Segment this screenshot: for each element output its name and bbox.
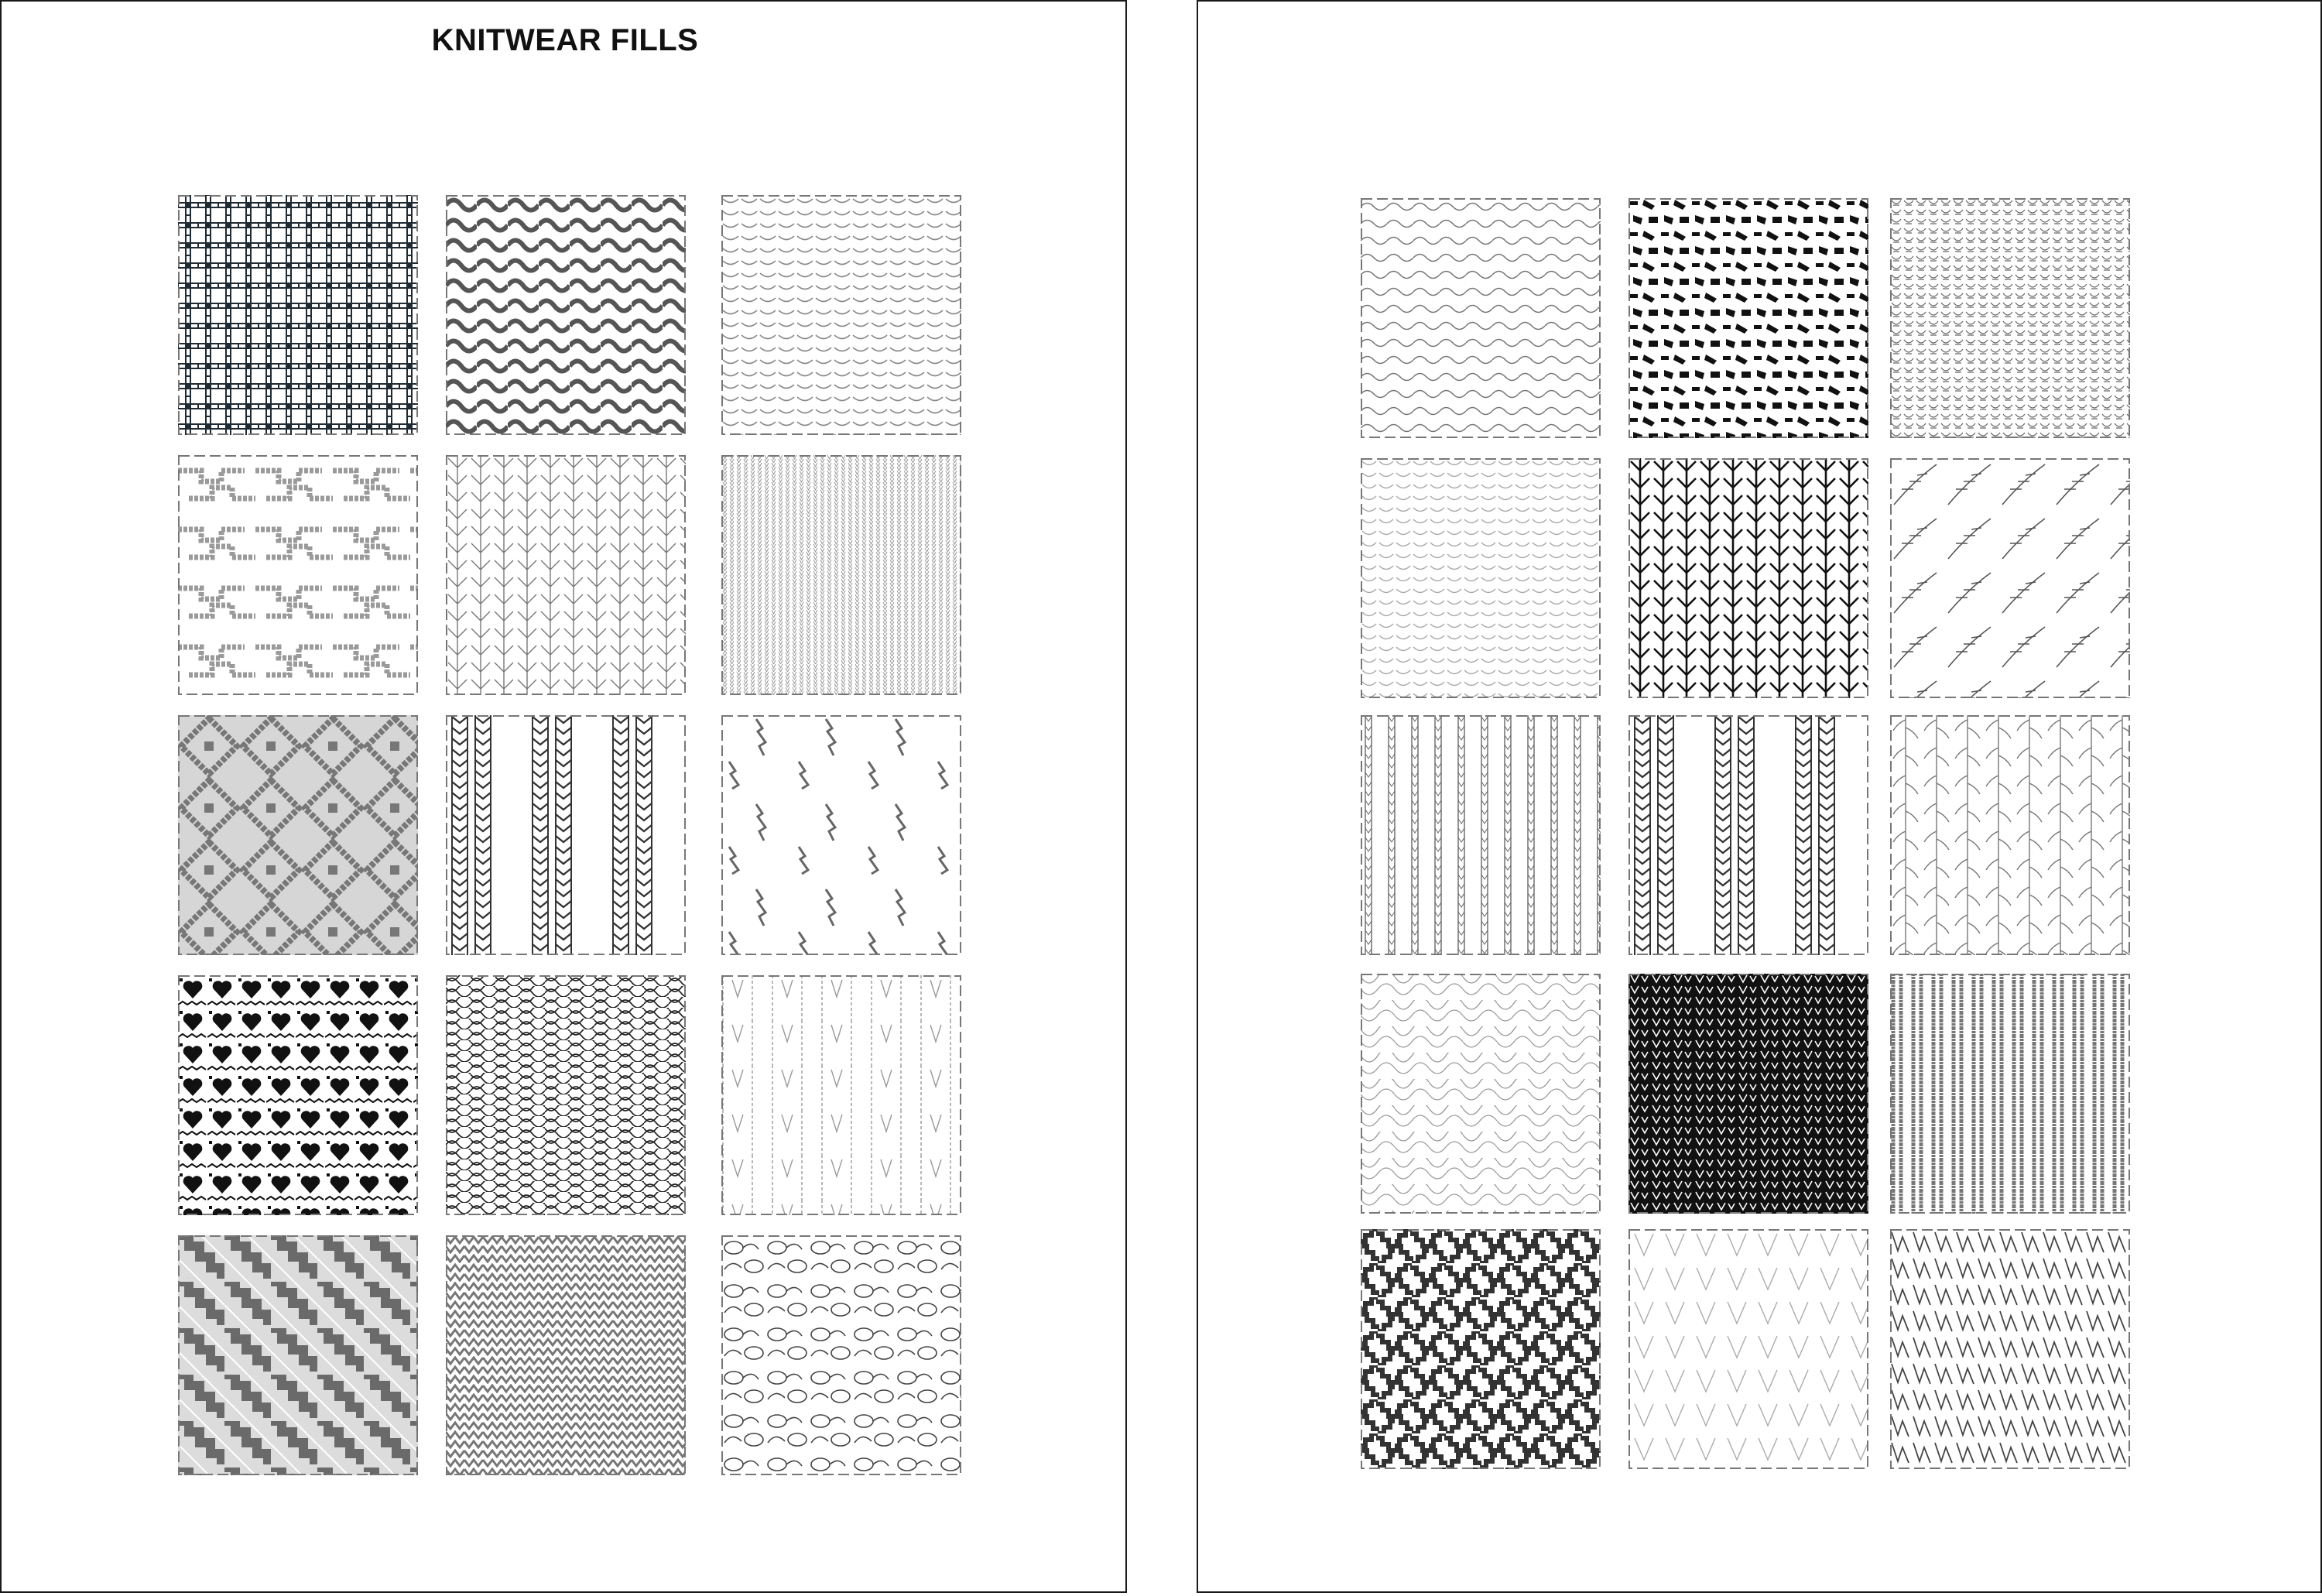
catalog-page-right xyxy=(1197,0,2322,1593)
horizontal-cable-fill xyxy=(1361,974,1601,1214)
grid-lattice-fill xyxy=(178,195,418,435)
lace-column-fill xyxy=(721,975,961,1215)
light-chevron-fill xyxy=(1628,1229,1868,1469)
hearts-fair-isle-fill xyxy=(178,975,418,1215)
argyle-check-fill xyxy=(178,1235,418,1475)
twisted-cable-fill xyxy=(446,975,686,1215)
dense-knit-fill xyxy=(446,1235,686,1475)
bold-stockinette-fill xyxy=(1628,458,1868,698)
page-title: KNITWEAR FILLS xyxy=(431,23,699,57)
heavy-chunky-knit-fill xyxy=(1628,974,1868,1214)
argyle-scatter-fill xyxy=(721,715,961,955)
textured-stripe-fill xyxy=(1890,974,2130,1214)
cable-columns-fill xyxy=(446,715,686,955)
zigzag-knit-fill xyxy=(1890,1229,2130,1469)
dashed-arc-rows-fill xyxy=(721,195,961,435)
feather-texture-fill xyxy=(1890,715,2130,955)
narrow-rib-fill xyxy=(1361,715,1601,955)
wave-rows-fill xyxy=(446,195,686,435)
pale-arc-rows-fill xyxy=(1361,458,1601,698)
braided-cable-fill xyxy=(1628,715,1868,955)
loop-texture-fill xyxy=(721,1235,961,1475)
micro-stitch-fill xyxy=(1890,198,2130,438)
stockinette-outline-fill xyxy=(446,455,686,695)
speckle-tweed-fill xyxy=(1628,198,1868,438)
fine-wave-fill xyxy=(1361,198,1601,438)
geometric-jacquard-fill xyxy=(178,455,418,695)
diamond-fair-isle-fill xyxy=(178,715,418,955)
stepped-diamond-fill xyxy=(1361,1229,1601,1469)
leaf-scatter-fill xyxy=(1890,458,2130,698)
fine-rib-fill xyxy=(721,455,961,695)
catalog-page-left xyxy=(0,0,1127,1593)
